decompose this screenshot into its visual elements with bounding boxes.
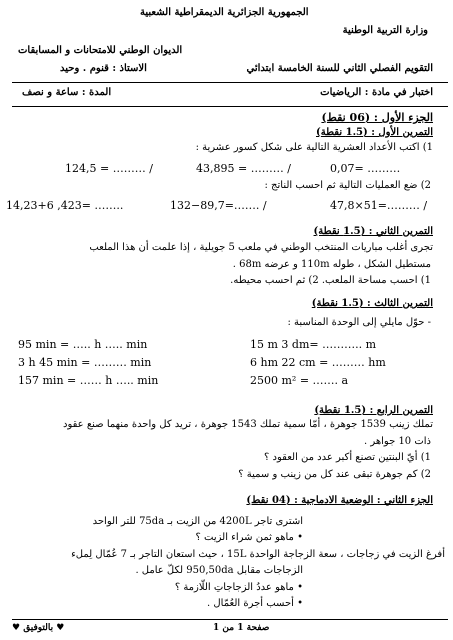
header-evaluation: التقويم الفصلي الثاني للسنة الخامسة ابتدائي [246, 63, 433, 74]
ex2-line2: مستطيل الشكل ، طوله 110m و عرضه 68m . [232, 259, 431, 270]
ex1-item-2-2: 132−89,7=……. / [170, 199, 267, 212]
exam-subject: اختبار في مادة : الرياضيات [320, 87, 433, 98]
ex1-item-1-2: 43,895 = ……… / [196, 162, 291, 175]
footer-page-number: صفحة 1 من 1 [213, 623, 270, 633]
footer-wish: بالتوفيق [23, 623, 54, 633]
part2-line2: • ماهو ثمن شراء الزيت ؟ [195, 532, 303, 543]
ex3-left-3: 157 min = …… h ….. min [18, 374, 159, 387]
ex1-item-2-1: 47,8×51=……… / [330, 199, 428, 212]
ex1-item-1-3: 124,5 = ……… / [65, 162, 153, 175]
header-office: الديوان الوطني للامتحانات و المسابقات [18, 45, 183, 56]
part2-line4: الزجاجات مقابل 950,50da لكلّ عامل . [135, 565, 303, 576]
footer-line [12, 619, 448, 620]
ex4-line2: ذات 10 جواهر . [363, 436, 431, 447]
part1-title: الجزء الأول : (06 نقط) [321, 111, 433, 124]
part2-line5: • ماهو عددُ الزجاجاتِ اللّازمة ؟ [174, 582, 303, 593]
ex3-left-2: 3 h 45 min = ……… min [18, 356, 152, 369]
header-teacher: الاستاذ : قنوم . وحيد [60, 63, 147, 74]
exam-duration: المدة : ساعة و نصف [22, 87, 112, 98]
ex2-line3: 1) احسب مساحة الملعب. 2) ثم احسب محيطه. [230, 275, 431, 286]
part2-line6: • أحسب أجرة العُمّال . [207, 598, 303, 609]
ex3-right-1: 15 m 3 dm= ……….. m [250, 338, 377, 351]
bar-bottom-line [12, 106, 448, 107]
ex4-title: التمرين الرابع : (1.5 نقطة) [314, 405, 433, 416]
ex1-title: التمرين الأول : (1.5 نقطة) [315, 127, 433, 138]
part2-line3: أفرغ الزيت في زجاجات ، سعة الزجاجة الواحدة 15L ، حيث استعان التاجر بـ 7 عُمّال لِملء [71, 549, 445, 560]
ex1-item-2-3: 14,23+6 ,423= …….. [6, 199, 124, 212]
part2-line1: اشترى تاجر 4200L من الزيت بـ 75da للتر الواحد [92, 516, 303, 527]
ex3-title: التمرين الثالث : (1.5 نقطة) [311, 298, 433, 309]
header-republic: الجمهورية الجزائرية الديمقراطية الشعبية [140, 7, 309, 18]
ex3-instruction: - حوّل مايلي إلى الوحدة المناسبة : [287, 317, 431, 328]
ex3-right-3: 2500 m² = ……. a [250, 374, 349, 387]
heart-icon: ♥ [56, 623, 65, 633]
ex4-question2: 2) كم جوهرة تبقى عند كل من زينب و سمية ؟ [238, 469, 431, 480]
ex4-line1: تملك زينب 1539 جوهرة ، أمّا سمية تملك 1543 جوهرة ، تريد كل واحدة منهما صنع عقود [63, 419, 433, 430]
ex2-title: التمرين الثاني : (1.5 نقطة) [313, 226, 433, 237]
header-ministry: وزارة التربية الوطنية [342, 25, 428, 36]
ex3-right-2: 6 hm 22 cm = ……… hm [250, 356, 386, 369]
footer-wish-group [12, 624, 64, 633]
ex2-line1: تجرى أغلب مباريات المنتخب الوطني في ملعب 5 جويلية ، إذا علمت أن هذا الملعب [89, 242, 433, 253]
ex1-item-1-1: 0,07= ……… [330, 162, 401, 175]
ex1-question1: 1) اكتب الأعداد العشرية التالية على شكل كسور عشرية : [195, 142, 433, 153]
ex4-question1: 1) أيّ البنتين تصنع أكبر عدد من العقود ؟ [264, 452, 431, 463]
bar-top-line [12, 82, 448, 83]
ex3-left-1: 95 min = ….. h ….. min [18, 338, 148, 351]
ex1-question2: 2) ضع العمليات التالية ثم احسب الناتج : [264, 180, 431, 191]
part2-title: الجزء الثاني : الوضعية الادماجية : (04 نقط) [246, 495, 433, 506]
heart-icon: ♥ [12, 623, 21, 633]
